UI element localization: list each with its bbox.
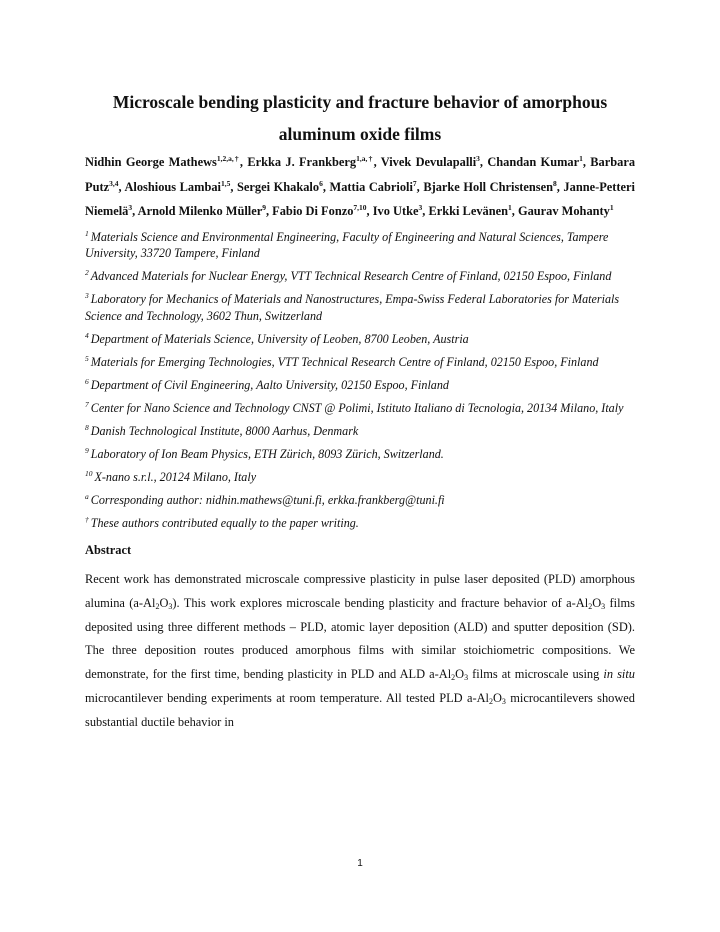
abstract-heading: Abstract bbox=[85, 543, 132, 557]
author-name: Erkka J. Frankberg bbox=[247, 155, 357, 169]
author-name: Gaurav Mohanty bbox=[517, 204, 610, 218]
affiliation-item bbox=[85, 469, 635, 486]
affiliation-mark: 6 bbox=[85, 376, 89, 386]
affiliation-text: Advanced Materials for Nuclear Energy, VTT Technical Research Centre of Finland, 02150 Espoo, Finland bbox=[90, 269, 612, 283]
author-name: Chandan Kumar bbox=[487, 155, 580, 169]
author-name: Bjarke Holl Christensen bbox=[423, 179, 553, 194]
affiliation-mark: 9 bbox=[85, 445, 89, 455]
author-name: Aloshious Lambai bbox=[124, 179, 221, 194]
author-affiliation-marks: 1 bbox=[609, 203, 614, 212]
page-number: 1 bbox=[357, 858, 363, 869]
affiliation-item bbox=[85, 423, 635, 440]
affiliation-item bbox=[85, 400, 635, 417]
affiliation-item bbox=[85, 354, 635, 371]
affiliation-mark: 4 bbox=[85, 330, 89, 340]
affiliation-mark: 5 bbox=[85, 353, 89, 363]
affiliation-text: Danish Technological Institute, 8000 Aarhus, Denmark bbox=[90, 423, 359, 438]
affiliation-item bbox=[85, 377, 635, 394]
author-affiliation-marks: 1 bbox=[508, 203, 512, 212]
affiliation-item bbox=[85, 268, 635, 285]
affiliation-mark: 1 bbox=[85, 228, 89, 238]
affiliation-item bbox=[85, 291, 635, 324]
author-name: Mattia Cabrioli bbox=[329, 179, 413, 194]
affiliation-text: Department of Civil Engineering, Aalto University, 02150 Espoo, Finland bbox=[90, 377, 449, 392]
author-affiliation-marks: 3 bbox=[476, 154, 480, 163]
affiliation-list bbox=[85, 229, 635, 532]
affiliation-item bbox=[85, 331, 635, 348]
author-affiliation-marks: 1,a,† bbox=[356, 154, 374, 163]
author-affiliation-marks: 3 bbox=[418, 203, 423, 212]
author-name: Ivo Utke bbox=[372, 204, 419, 218]
author-affiliation-marks: 7,10 bbox=[353, 203, 367, 212]
affiliation-mark: 8 bbox=[85, 422, 89, 432]
affiliation-text: Department of Materials Science, University of Leoben, 8700 Leoben, Austria bbox=[90, 331, 469, 346]
author-name: Barbara Putz bbox=[85, 155, 636, 194]
author-affiliation-marks: 3,4 bbox=[109, 178, 119, 188]
author-name: Fabio Di Fonzo bbox=[272, 204, 354, 218]
affiliation-item bbox=[85, 446, 635, 463]
affiliation-text: Center for Nano Science and Technology CNST @ Polimi, Istituto Italiano di Tecnologia, 20134 Milano, Italy bbox=[90, 400, 624, 415]
affiliation-mark: † bbox=[85, 514, 89, 524]
title-line-1: Microscale bending plasticity and fracture behavior of amorphous bbox=[112, 92, 608, 112]
author-affiliation-marks: 1,5 bbox=[220, 178, 231, 188]
author-affiliation-marks: 9 bbox=[262, 203, 266, 212]
affiliation-mark: a bbox=[85, 491, 89, 501]
author-affiliation-marks: 7 bbox=[412, 178, 417, 188]
affiliation-mark: 2 bbox=[85, 268, 89, 277]
author-name: Erkki Levänen bbox=[428, 204, 508, 218]
affiliation-item bbox=[85, 229, 635, 262]
paper-title bbox=[85, 86, 635, 150]
paper-page bbox=[85, 86, 635, 735]
abstract-text: Recent work has demonstrated microscale compressive plasticity in pulse laser deposited (PLD) amorphous alumina $(a-Al_2O_3)$. This work explores microscale bending plasticity and fracture behavior of $a-Al_2O_3$ films deposited using three different methods – PLD, atomic layer deposition (ALD) and sputter deposition (SD). The three deposition routes produced amorphous films with similar stoichiometric compositions. We demonstrate, for the first time, bending plasticity in PLD and ALD $a-Al_2O_3$ films at microscale using in situ microcantilever bending experiments at room temperature. All tested PLD $a-Al_2O_3$ microcantilevers showed substantial ductile behavior in bbox=[85, 572, 636, 729]
author-name: Vivek Devulapalli bbox=[380, 155, 477, 169]
author-list: Nidhin George Mathews$^{1,2,a,\dagger}$, Erkka J. Frankberg$^{1,a,\dagger}$, Vivek Devulapalli$^3$, Chandan Kumar$^1$, Barbara Putz$^{3,4}$, Aloshious Lambai$^{1,5}$, Sergei Khakalo$^6$, Mattia Cabrioli$^7$, Bjarke Holl Christensen$^8$, Janne-Petteri Niemelä$^3$, Arnold Milenko Müller$^9$, Fabio Di Fonzo$^{7,10}$, Ivo Utke$^3$, Erkki Levänen$^1$, Gaurav Mohanty$^1$ bbox=[85, 154, 636, 218]
author-affiliation-marks: 6 bbox=[319, 178, 323, 188]
author-affiliation-marks: 8 bbox=[553, 178, 557, 188]
affiliation-text: Corresponding author: nidhin.mathews@tuni.fi, erkka.frankberg@tuni.fi bbox=[90, 492, 445, 507]
author-name: Janne-Petteri Niemelä bbox=[85, 179, 635, 218]
author-name: Nidhin George Mathews bbox=[85, 155, 217, 169]
author-affiliation-marks: 1 bbox=[579, 154, 583, 163]
affiliation-text: Materials for Emerging Technologies, VTT Technical Research Centre of Finland, 02150 Espoo, Finland bbox=[90, 354, 599, 369]
author-name: Arnold Milenko Müller bbox=[137, 204, 263, 218]
affiliation-mark: 10 bbox=[85, 468, 93, 478]
affiliation-text: Laboratory for Mechanics of Materials and Nanostructures, Empa-Swiss Federal Laboratories for Materials Science and Technology, 3602 Thun, Switzerland bbox=[85, 292, 620, 323]
affiliation-item bbox=[85, 492, 635, 509]
author-affiliation-marks: 1,2,a,† bbox=[216, 154, 240, 163]
affiliation-mark: 7 bbox=[85, 399, 89, 409]
affiliation-text: Materials Science and Environmental Engineering, Faculty of Engineering and Natural Sciences, Tampere University, 33720 Tampere, Finland bbox=[85, 229, 609, 260]
affiliation-text: These authors contributed equally to the paper writing. bbox=[90, 515, 359, 530]
title-line-2: aluminum oxide films bbox=[278, 124, 442, 144]
affiliation-text: Laboratory of Ion Beam Physics, ETH Zürich, 8093 Zürich, Switzerland. bbox=[90, 446, 444, 461]
affiliation-text: X-nano s.r.l., 20124 Milano, Italy bbox=[94, 469, 257, 484]
affiliation-mark: 3 bbox=[85, 291, 89, 300]
affiliation-item bbox=[85, 515, 635, 532]
author-affiliation-marks: 3 bbox=[128, 203, 133, 212]
author-name: Sergei Khakalo bbox=[237, 179, 320, 194]
